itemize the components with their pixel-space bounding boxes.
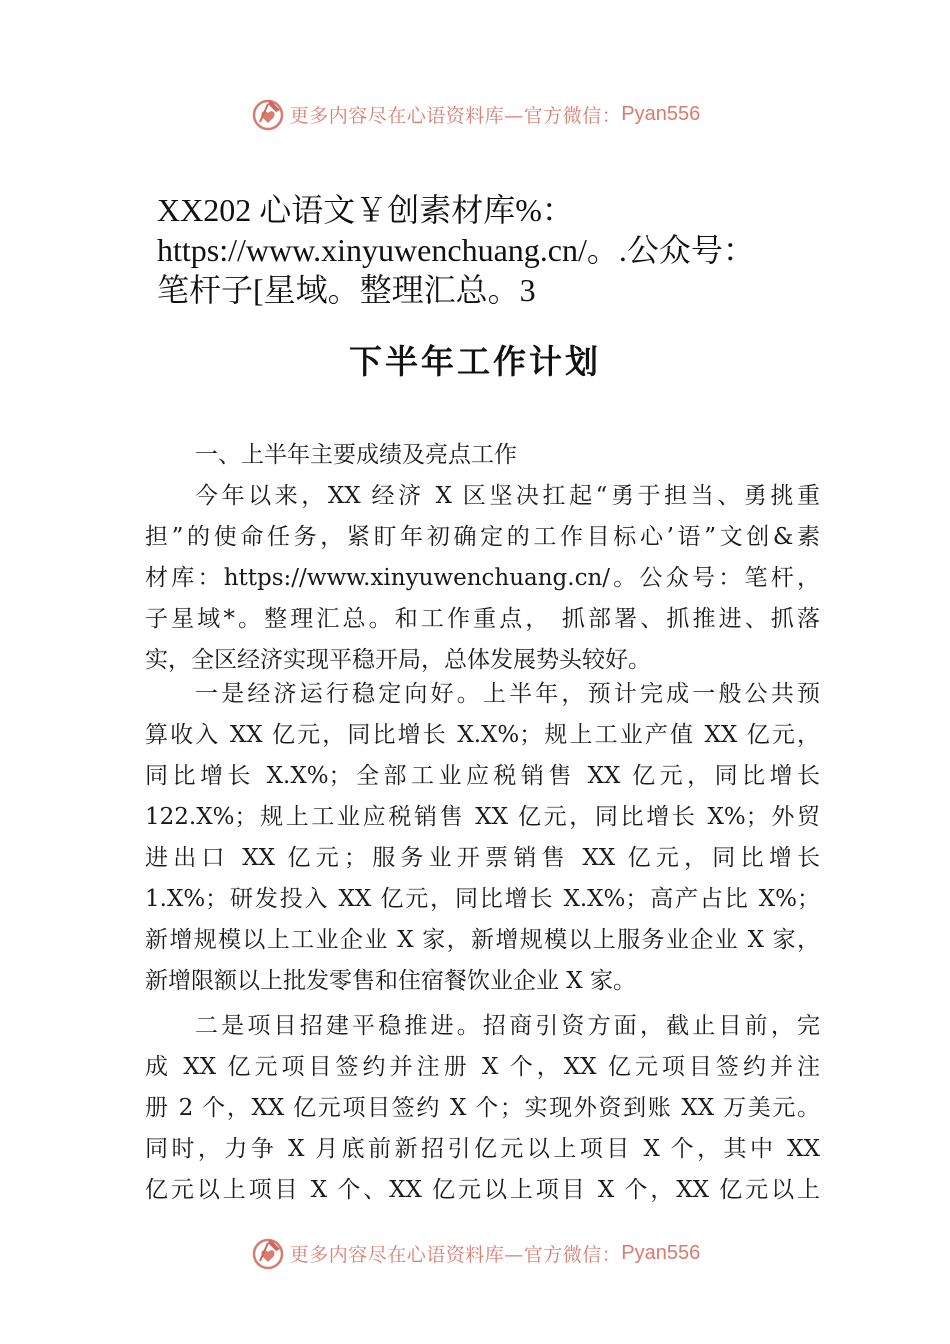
paragraph-intro <box>145 476 820 681</box>
watermark-banner-bottom <box>0 1233 950 1273</box>
paragraph-line: 算收入 XX 亿元，同比增长 X.X%；规上工业产值 XX 亿元， <box>145 722 820 748</box>
header-line: https://www.xinyuwenchuang.cn/。.公众号： <box>157 232 755 268</box>
paragraph-line: 成 XX 亿元项目签约并注册 X 个，XX 亿元项目签约并注 <box>145 1054 820 1080</box>
header-line: XX202 心语文￥创素材库%： <box>157 192 574 228</box>
paragraph-line: 新增限额以上批发零售和住宿餐饮业企业 X 家。 <box>145 968 636 994</box>
header-block <box>157 190 857 310</box>
paragraph-line: 同比增长 X.X%；全部工业应税销售 XX 亿元，同比增长 <box>145 763 820 789</box>
paragraph-projects <box>145 1006 820 1211</box>
pen-heart-logo-icon <box>250 1235 286 1271</box>
paragraph-line: 122.X%；规上工业应税销售 XX 亿元，同比增长 X%；外贸 <box>145 804 820 830</box>
paragraph-line: 二是项目招建平稳推进。招商引资方面，截止目前，完 <box>195 1013 820 1039</box>
paragraph-line: 子星域*。整理汇总。和工作重点， 抓部署、抓推进、抓落 <box>145 606 820 632</box>
banner-text: 更多内容尽在心语资料库—官方微信： <box>289 1243 622 1266</box>
paragraph-line: 册 2 个，XX 亿元项目签约 X 个；实现外资到账 XX 万美元。 <box>145 1095 820 1121</box>
paragraph-line: 今年以来，XX 经济 X 区坚决扛起“勇于担当、勇挑重 <box>195 483 820 509</box>
paragraph-line: 实，全区经济实现平稳开局，总体发展势头较好。 <box>145 647 651 673</box>
paragraph-line: 亿元以上项目 X 个、XX 亿元以上项目 X 个，XX 亿元以上 <box>145 1177 820 1203</box>
paragraph-line: 1.X%；研发投入 XX 亿元，同比增长 X.X%；高产占比 X%； <box>145 886 820 912</box>
paragraph-line: 材库：https://www.xinyuwenchuang.cn/。公众号：笔杆， <box>145 565 820 591</box>
paragraph-line: 同时，力争 X 月底前新招引亿元以上项目 X 个，其中 XX <box>145 1136 820 1162</box>
paragraph-line: 一是经济运行稳定向好。上半年，预计完成一般公共预 <box>195 681 820 707</box>
pen-heart-logo-icon <box>250 96 286 132</box>
watermark-banner-top <box>0 94 950 134</box>
document-title: 下半年工作计划 <box>349 342 601 381</box>
section-heading: 一、上半年主要成绩及亮点工作 <box>195 442 517 468</box>
header-line: 笔杆子[星域。整理汇总。3 <box>157 272 536 308</box>
paragraph-line: 担”的使命任务，紧盯年初确定的工作目标心’语”文创&素 <box>145 524 820 550</box>
banner-text: 更多内容尽在心语资料库—官方微信： <box>289 104 622 127</box>
paragraph-economy <box>145 674 820 1002</box>
banner-wechat-id: Pyan556 <box>621 102 701 125</box>
paragraph-line: 新增规模以上工业企业 X 家，新增规模以上服务业企业 X 家， <box>145 927 820 953</box>
banner-wechat-id: Pyan556 <box>621 1241 701 1264</box>
paragraph-line: 进出口 XX 亿元；服务业开票销售 XX 亿元，同比增长 <box>145 845 820 871</box>
